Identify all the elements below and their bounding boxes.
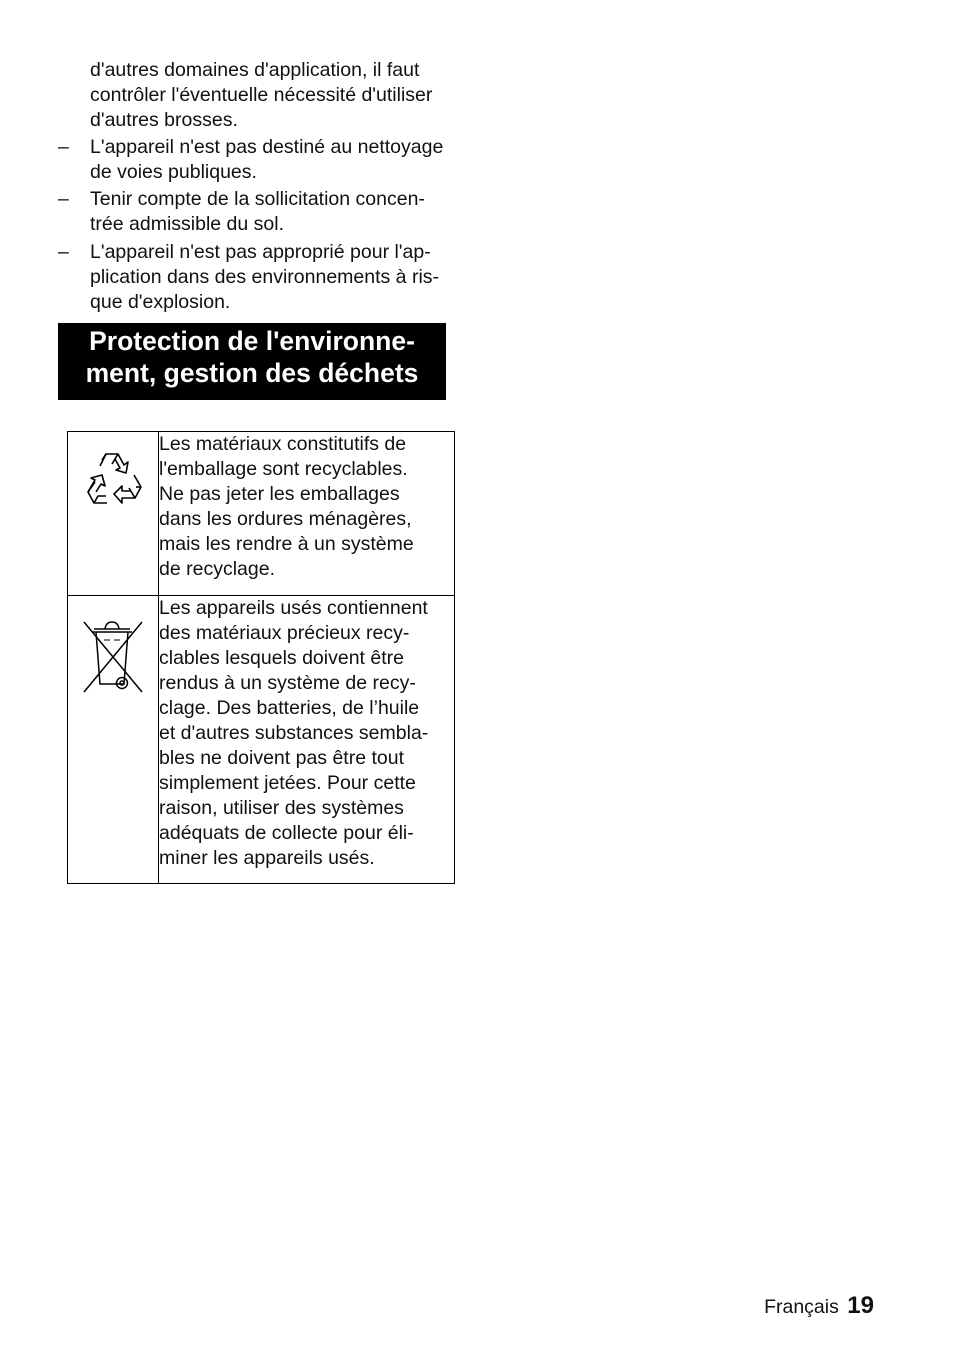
environment-table xyxy=(67,431,455,884)
cell-text-line: de recyclage. xyxy=(159,558,275,580)
table-row xyxy=(68,596,455,884)
table-row xyxy=(68,432,455,596)
section-heading-line: Protection de l'environne- xyxy=(89,326,415,356)
cell-text-line: Les matériaux constitutifs de xyxy=(159,433,407,455)
intro-line: contrôler l'éventuelle nécessité d'utiliser xyxy=(90,84,433,106)
bullet-line: Tenir compte de la sollicitation concen- xyxy=(90,188,425,210)
cell-text-line: bles ne doivent pas être tout xyxy=(159,747,404,769)
recycling-icon xyxy=(68,432,158,522)
cell-text-line: Ne pas jeter les emballages xyxy=(159,483,400,505)
cell-text-line: simplement jetées. Pour cette xyxy=(159,772,416,794)
cell-text-line: raison, utiliser des systèmes xyxy=(159,797,404,819)
bullet-line: plication dans des environnements à ris- xyxy=(90,266,440,288)
cell-text-line: miner les appareils usés. xyxy=(159,847,375,869)
cell-text-line: mais les rendre à un système xyxy=(159,533,414,555)
bullet-marker: – xyxy=(58,241,69,263)
text-cell xyxy=(159,432,455,596)
crossed-out-bin-icon xyxy=(68,596,158,696)
cell-text-line: des matériaux précieux recy- xyxy=(159,622,410,644)
cell-text-line: l'emballage sont recyclables. xyxy=(159,458,408,480)
intro-line: d'autres brosses. xyxy=(90,109,238,131)
bullet-line: L'appareil n'est pas destiné au nettoyage xyxy=(90,136,444,158)
footer-language: Français xyxy=(764,1296,839,1318)
section-heading-line: ment, gestion des déchets xyxy=(85,358,419,388)
icon-cell xyxy=(68,432,159,596)
bullet-line: trée admissible du sol. xyxy=(90,213,285,235)
bullet-marker: – xyxy=(58,188,69,210)
icon-cell xyxy=(68,596,159,884)
cell-text-line: clables lesquels doivent être xyxy=(159,647,404,669)
cell-text-line: adéquats de collecte pour éli- xyxy=(159,822,414,844)
cell-text-line: Les appareils usés contiennent xyxy=(159,597,428,619)
page-footer xyxy=(764,1292,874,1320)
bullet-line: que d'explosion. xyxy=(90,291,231,313)
intro-line: d'autres domaines d'application, il faut xyxy=(90,59,420,81)
bullet-marker: – xyxy=(58,136,69,158)
cell-text-line: clage. Des batteries, de l’huile xyxy=(159,697,420,719)
page-number: 19 xyxy=(847,1292,874,1319)
cell-text-line: dans les ordures ménagères, xyxy=(159,508,412,530)
bullet-line: L'appareil n'est pas approprié pour l'ap- xyxy=(90,241,431,263)
cell-text-line: et d'autres substances sembla- xyxy=(159,722,429,744)
cell-text-line: rendus à un système de recy- xyxy=(159,672,416,694)
section-heading xyxy=(58,323,446,400)
text-cell xyxy=(159,596,455,884)
bullet-line: de voies publiques. xyxy=(90,161,257,183)
